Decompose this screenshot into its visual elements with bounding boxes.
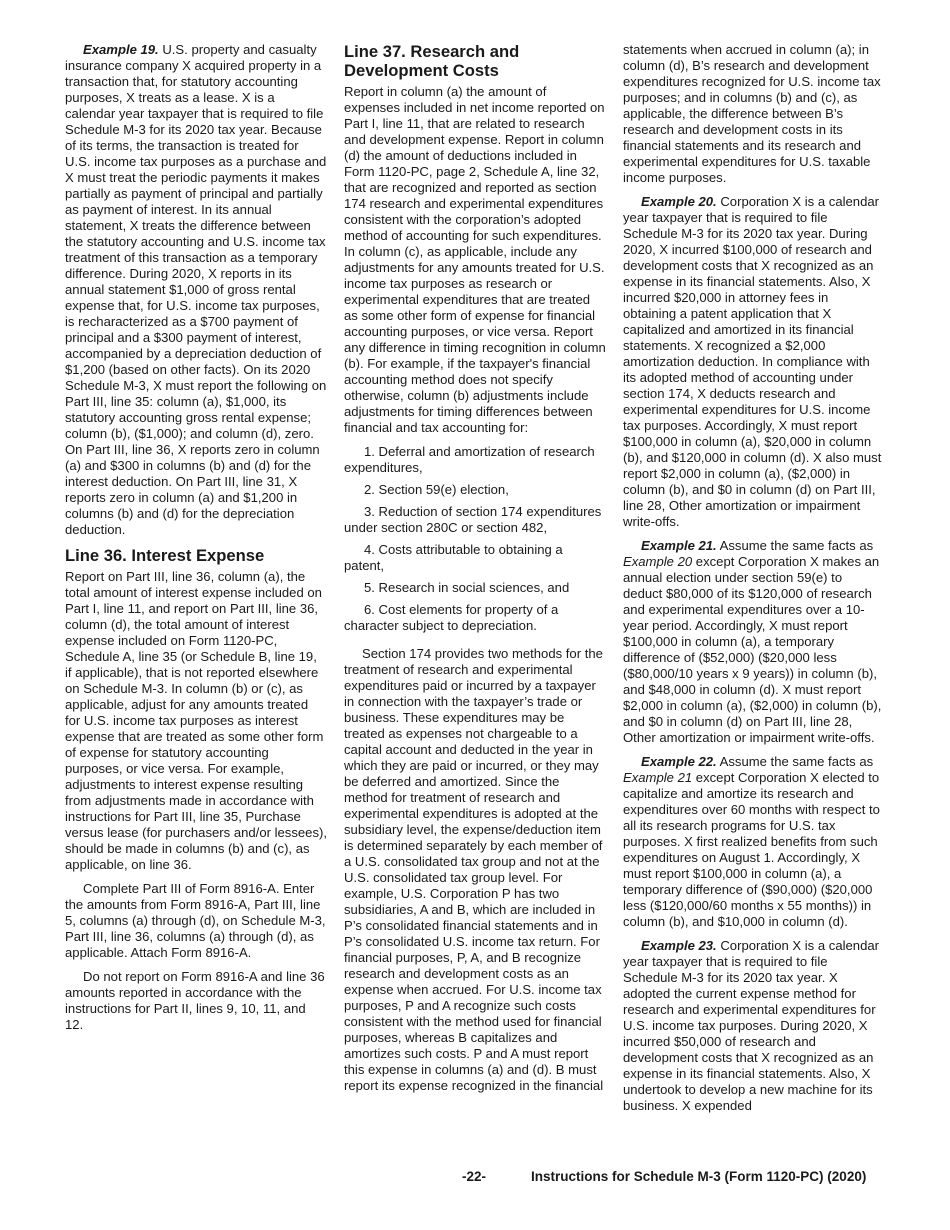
- example-22-body: except Corporation X elected to capitalize and amortize its research and expenditures over 60 months with respect to all its research programs for U.S. tax purposes. X first realized benefits from such expenditures on August 1. Accordingly, X must report $100,000 in column (a), a temporary difference of ($90,000) ($20,000 less ($120,000/60 months x 55 months)) in column (b), and $10,000 in column (d).: [623, 770, 880, 929]
- example-19-label: Example 19.: [83, 42, 159, 57]
- list-item: 5. Research in social sciences, and: [364, 580, 570, 595]
- line-37-paragraph-1: Report in column (a) the amount of expenses included in net income reported on Part I, line 11, that are related to research and development expense. Report in column (d) the amount of deductions included in Form 1120-PC, page 2, Schedule A, line 32, that are recognized and reported as section 174 research and experimental expenditures consistent with the corporation’s adopted method of accounting for such expenditures. In column (c), as applicable, include any adjustments for any amounts treated for U.S. income tax purposes as research or experimental expenditures that are treated as some other form of expense for financial accounting purposes, or vice versa. Report any difference in timing recognition in column (b). For example, if the taxpayer's financial accounting method does not specify otherwise, column (b) adjustments include adjustments for timing differences between financial and tax accounting for:: [344, 84, 606, 435]
- page-number: -22-: [462, 1169, 487, 1184]
- example-20-label: Example 20.: [641, 194, 717, 209]
- list-item: 4. Costs attributable to obtaining a patent,: [344, 542, 563, 573]
- example-22-ref: Example 21: [623, 770, 693, 785]
- example-23-label: Example 23.: [641, 938, 717, 953]
- footer-title: Instructions for Schedule M-3 (Form 1120-PC) (2020): [531, 1169, 867, 1184]
- example-21-body: except Corporation X makes an annual election under section 59(e) to deduct $80,000 of its $120,000 of research and experimental expenditures over a 10-year period. Accordingly, X must report $100,000 in column (a), a temporary difference of ($52,000) ($20,000 less ($80,000/10 years x 9 years)) in column (b), and $48,000 in column (d). X must report $2,000 in column (a), ($2,000) in column (b), and $0 in column (d) on Part III, line 28, Other amortization or impairment write-offs.: [623, 554, 882, 745]
- example-22: [623, 754, 885, 930]
- list-item: 6. Cost elements for property of a character subject to depreciation.: [344, 602, 559, 633]
- column-right: [623, 42, 885, 1122]
- example-21-label: Example 21.: [641, 538, 717, 553]
- example-21-ref: Example 20: [623, 554, 693, 569]
- example-22-label: Example 22.: [641, 754, 717, 769]
- line-36-heading: Line 36. Interest Expense: [65, 546, 265, 565]
- line-36-paragraph-1: Report on Part III, line 36, column (a), the total amount of interest expense included on Part I, line 11, and report on Part III, line 36, column (d), the total amount of interest expense included on Form 1120-PC, Schedule A, line 35 (or Schedule B, line 19, if applicable), that is not reported elsewhere on Schedule M-3. In column (b) or (c), as applicable, adjust for any amounts treated for U.S. income tax purposes as interest expense that are treated as some other form of expense for statutory accounting purposes, or vice versa. For example, adjustments to interest expense resulting from adjustments made in accordance with instructions for Part III, line 35, Purchase versus lease (for purchasers and/or lessees), should be made in columns (b) and (c), as applicable, on line 36.: [65, 569, 327, 872]
- example-22-pre: Assume the same facts as: [716, 754, 874, 769]
- list-item: 2. Section 59(e) election,: [364, 482, 509, 497]
- line-37-paragraph-2: Section 174 provides two methods for the treatment of research and experimental expenditures paid or incurred by a taxpayer in connection with the taxpayer’s trade or business. These expenditures may be treated as expenses not chargeable to a capital account and deducted in the year in which they are paid or incurred, or they may be deferred and amortized. Since the method for treatment of research and experimental expenditures is adopted at the subsidiary level, the expense/deduction item is determined separately by each member of a U.S. consolidated tax group and not at the U.S. consolidated tax group level. For example, U.S. Corporation P has two subsidiaries, A and B, which are included in P’s consolidated financial statements and in P’s consolidated U.S. income tax return. For financial purposes, P, A, and B recognize research and development costs as an expense when accrued. For U.S. income tax purposes, P and A recognize such costs consistent with the method used for financial purposes, whereas B capitalizes and amortizes such costs. P and A must report this expense in columns (a) and (d). B must report its expense recognized in the financial: [344, 646, 604, 1093]
- example-19: [65, 42, 327, 538]
- column-left: [65, 42, 327, 1041]
- list-item: 1. Deferral and amortization of research expenditures,: [344, 444, 595, 475]
- example-19-body: U.S. property and casualty insurance company X acquired property in a transaction that, for statutory accounting purposes, X treats as a lease. X is a calendar year taxpayer that is required to file Schedule M-3 for its 2020 tax year. Because of its terms, the transaction is treated for U.S. income tax purposes as a purchase and X must treat the periodic payments it makes partially as payment of principal and partially as payment of interest. In its annual statement, X treats the difference between the statutory accounting and U.S. income tax treatment of this transaction as a temporary difference. During 2020, X reports in its annual statement $1,000 of gross rental expense that, for U.S. income tax purposes, is recharacterized as a $700 payment of principal and a $300 payment of interest, accompanied by a depreciation deduction of $1,200 (based on other facts). On its 2020 Schedule M-3, X must report the following on Part III, line 35: column (a), $1,000, its statutory accounting gross rental expense; column (b), ($1,000); and column (d), zero. On Part III, line 36, X reports zero in column (a) and $300 in columns (b) and (d) for the interest deduction. On Part III, line 31, X reports zero in column (a) and $1,200 in columns (b) and (d) for the depreciation deduction.: [65, 42, 327, 537]
- list-item: 3. Reduction of section 174 expenditures under section 280C or section 482,: [344, 504, 602, 535]
- example-23: [623, 938, 885, 1114]
- column-middle: [344, 42, 606, 1102]
- example-20-body: Corporation X is a calendar year taxpayer that is required to file Schedule M-3 for its 2020 tax year. During 2020, X incurred $100,000 of research and development costs that X recognized as an expense in its financial statements. Also, X incurred $20,000 in attorney fees in obtaining a patent application that X capitalized and amortized in its financial statements. X recognized a $2,000 amortization deduction. In compliance with its adopted method of accounting under section 174, X deducts research and experimental expenditures for U.S. income tax purposes. Accordingly, X must report $100,000 in column (a), $20,000 in column (b), and $120,000 in column (d). X also must report $2,000 in column (a), ($2,000) in column (b), and $0 in column (d) on Part III, line 28, Other amortization or impairment write-offs.: [623, 194, 882, 529]
- line-36-paragraph-3: Do not report on Form 8916-A and line 36 amounts reported in accordance with the instructions for Part II, lines 9, 10, 11, and 12.: [65, 969, 325, 1032]
- line-37-heading: Line 37. Research and Development Costs: [344, 42, 520, 80]
- example-21-pre: Assume the same facts as: [716, 538, 874, 553]
- line-37-continuation: statements when accrued in column (a); in column (d), B’s research and development expenditures recognized for U.S. income tax purposes; and in columns (b) and (c), as applicable, the difference between B’s research and development costs in its financial statements and its research and experimental expenditures for U.S. taxable income purposes.: [623, 42, 881, 185]
- example-20: [623, 194, 885, 530]
- example-23-body: Corporation X is a calendar year taxpayer that is required to file Schedule M-3 for its 2020 tax year. X adopted the current expense method for research and experimental expenditures for U.S. income tax purposes. During 2020, X incurred $50,000 of research and development costs that X recognized as an expense in its financial statements. Also, X undertook to develop a new machine for its business. X expended: [623, 938, 880, 1113]
- example-21: [623, 538, 885, 746]
- line-36-paragraph-2: Complete Part III of Form 8916-A. Enter the amounts from Form 8916-A, Part III, line 5, columns (a) through (d), on Schedule M-3, Part III, line 36, columns (a) through (d), as applicable. Attach Form 8916-A.: [65, 881, 326, 960]
